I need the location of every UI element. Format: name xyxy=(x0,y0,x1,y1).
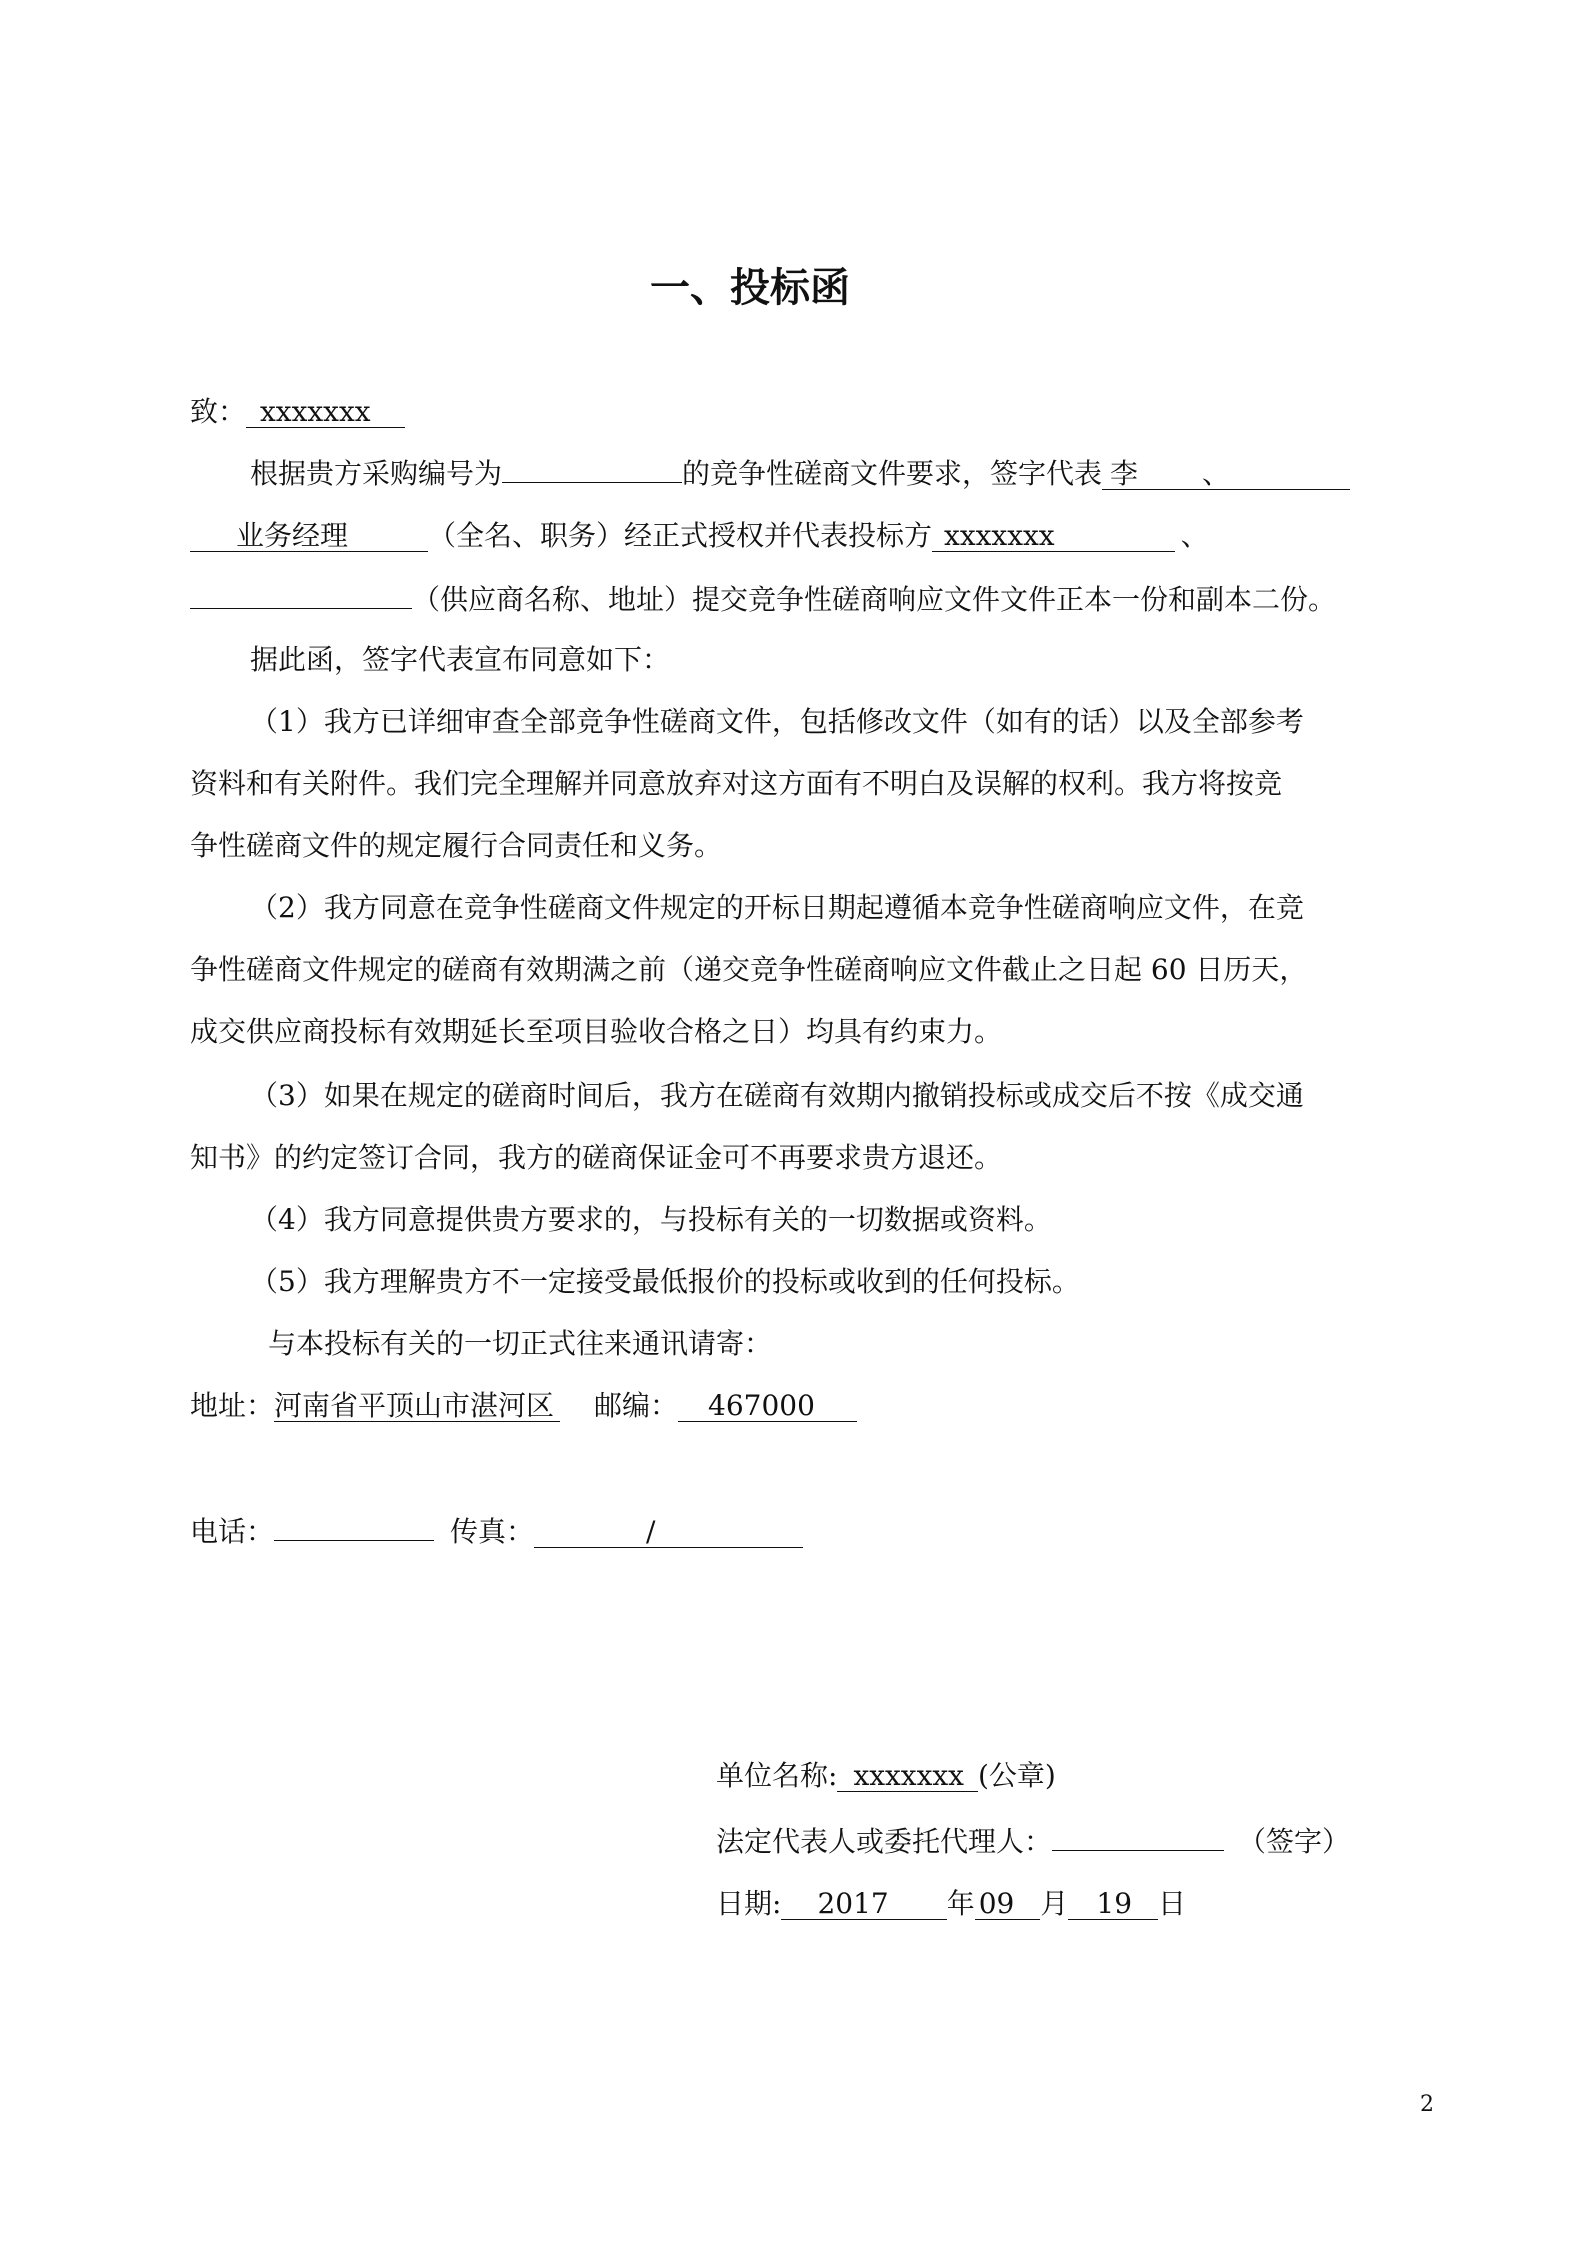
item-2-line-2: 争性磋商文件规定的磋商有效期满之前（递交竞争性磋商响应文件截止之日起 60 日历天， xyxy=(190,953,1308,986)
item-5: （5）我方理解贵方不一定接受最低报价的投标或收到的任何投标。 xyxy=(250,1265,1080,1298)
page-title: 一、投标函 xyxy=(650,265,850,311)
phone-label: 电话： xyxy=(190,1515,275,1548)
signature-note: （签字） xyxy=(1238,1825,1351,1858)
bidder-sep: 、 xyxy=(1180,519,1209,552)
item-2-line-3: 成交供应商投标有效期延长至项目验收合格之日）均具有约束力。 xyxy=(190,1015,1003,1048)
item-2-line-1: （2）我方同意在竞争性磋商文件规定的开标日期起遵循本竞争性磋商响应文件，在竞 xyxy=(250,891,1304,924)
day-label: 日 xyxy=(1158,1887,1187,1920)
representative-name: 李 xyxy=(1102,459,1202,490)
date-day: 19 xyxy=(1068,1889,1158,1920)
intro-line-1 xyxy=(250,452,1350,494)
zip-value: 467000 xyxy=(678,1391,857,1422)
item-4: （4）我方同意提供贵方要求的，与投标有关的一切数据或资料。 xyxy=(250,1203,1052,1236)
representative-sep: 、 xyxy=(1202,459,1350,490)
legal-rep-label: 法定代表人或委托代理人： xyxy=(716,1825,1053,1858)
date-label: 日期: xyxy=(716,1887,782,1920)
supplier-address-blank xyxy=(190,578,412,609)
unit-name-line xyxy=(716,1756,1056,1796)
page-number: 2 xyxy=(1420,2092,1434,2117)
month-label: 月 xyxy=(1040,1887,1069,1920)
intro-text-3: （全名、职务）经正式授权并代表投标方 xyxy=(428,519,933,552)
phone-blank xyxy=(274,1510,434,1541)
date-line xyxy=(716,1884,1186,1924)
intro-text-4: （供应商名称、地址）提交竞争性磋商响应文件文件正本一份和副本二份。 xyxy=(412,583,1337,616)
address-line xyxy=(190,1386,857,1426)
year-label: 年 xyxy=(946,1887,975,1920)
seal-note: (公章) xyxy=(977,1759,1056,1792)
contact-intro: 与本投标有关的一切正式往来通讯请寄： xyxy=(268,1327,773,1360)
declaration: 据此函，签字代表宣布同意如下： xyxy=(250,643,671,676)
procurement-number-blank xyxy=(502,452,682,483)
unit-value: xxxxxxx xyxy=(837,1761,978,1792)
date-month: 09 xyxy=(975,1889,1041,1920)
legal-rep-signature-blank xyxy=(1052,1820,1224,1851)
representative-title: 业务经理 xyxy=(190,521,428,552)
phone-fax-line xyxy=(190,1510,803,1552)
addressee-label: 致： xyxy=(190,395,247,428)
address-label: 地址： xyxy=(190,1389,275,1422)
address-value: 河南省平顶山市湛河区 xyxy=(274,1391,560,1422)
intro-line-2 xyxy=(190,516,1209,556)
item-1-line-1: （1）我方已详细审查全部竞争性磋商文件，包括修改文件（如有的话）以及全部参考 xyxy=(250,705,1304,738)
zip-label: 邮编： xyxy=(594,1389,679,1422)
intro-text-2: 的竞争性磋商文件要求，签字代表 xyxy=(682,457,1103,490)
unit-label: 单位名称: xyxy=(716,1759,838,1792)
item-1-line-3: 争性磋商文件的规定履行合同责任和义务。 xyxy=(190,829,723,862)
date-year: 2017 xyxy=(781,1889,946,1920)
addressee-value: xxxxxxx xyxy=(246,397,405,428)
addressee-line xyxy=(190,392,405,432)
fax-label: 传真： xyxy=(450,1515,535,1548)
legal-rep-line xyxy=(716,1820,1350,1862)
item-1-line-2: 资料和有关附件。我们完全理解并同意放弃对这方面有不明白及误解的权利。我方将按竞 xyxy=(190,767,1283,800)
fax-value: / xyxy=(534,1517,803,1548)
item-3-line-2: 知书》的约定签订合同，我方的磋商保证金可不再要求贵方退还。 xyxy=(190,1141,1003,1174)
intro-text-1: 根据贵方采购编号为 xyxy=(250,457,503,490)
item-3-line-1: （3）如果在规定的磋商时间后，我方在磋商有效期内撤销投标或成交后不按《成交通 xyxy=(250,1079,1304,1112)
intro-line-3 xyxy=(190,578,1336,620)
bidder-name: xxxxxxx xyxy=(932,521,1175,552)
